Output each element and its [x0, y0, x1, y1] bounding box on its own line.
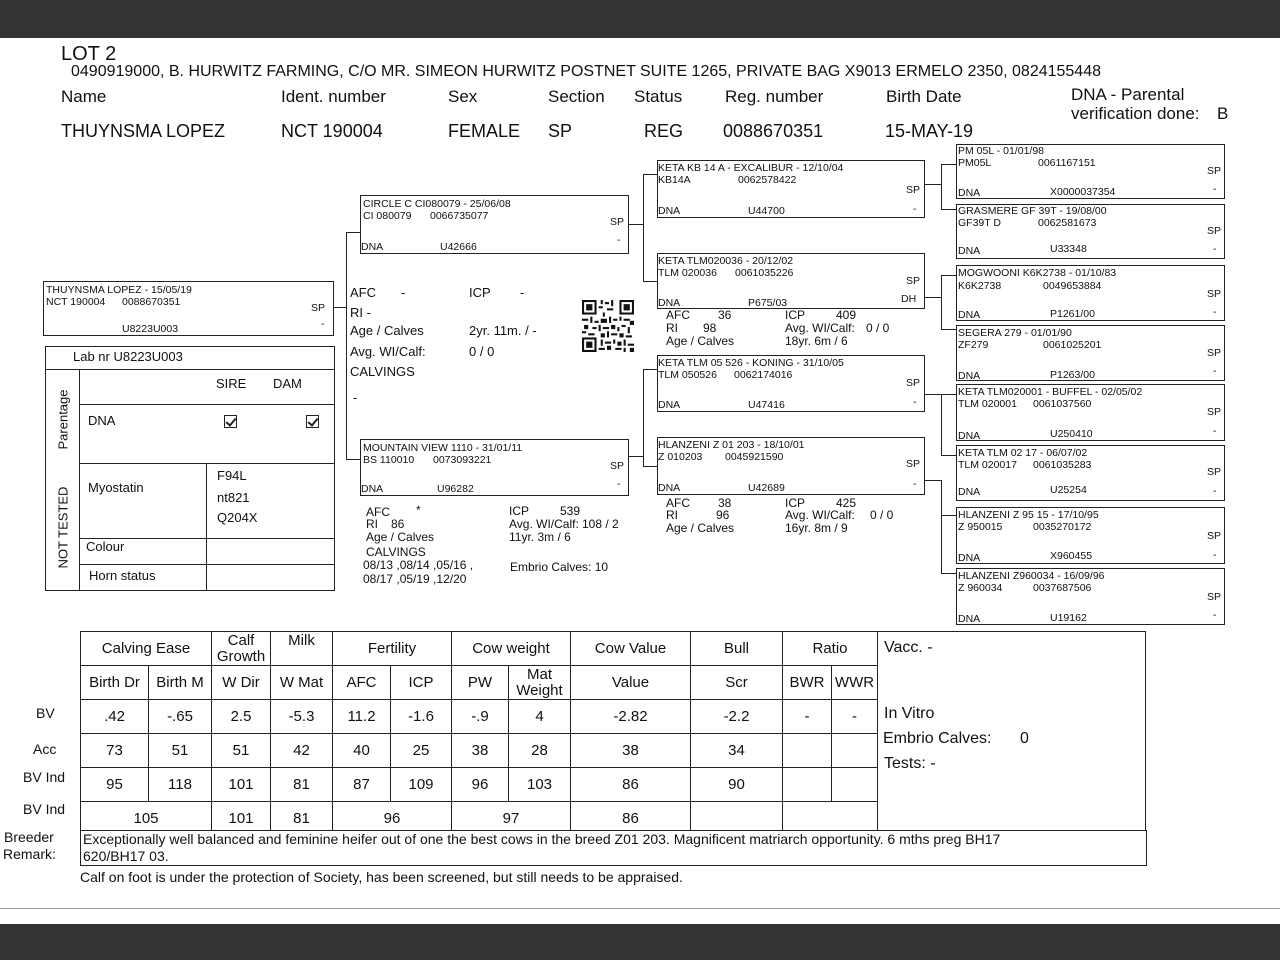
dam-ri-value: 86 [391, 517, 405, 531]
bv-cell: -2.2 [691, 700, 783, 734]
ind-cell [832, 768, 878, 802]
remark-label-1: Breeder [4, 829, 54, 845]
myostatin-label: Myostatin [88, 480, 144, 495]
gp-ident: Z 010203 [658, 451, 703, 463]
sire-dash: - [617, 234, 621, 246]
sub-bwr: BWR [783, 666, 832, 700]
dam-age-label: Age / Calves [366, 530, 435, 544]
acc-cell: 34 [691, 734, 783, 768]
ggp-dna-label: DNA [958, 552, 981, 564]
animal-dash: - [321, 318, 325, 330]
ggp-reg: 0037687506 [1033, 582, 1092, 594]
gp-dna: U42689 [748, 482, 785, 494]
bv-cell: 4 [509, 700, 571, 734]
ggp-dash: - [1213, 183, 1217, 195]
dam-avg-value: 108 / 2 [582, 517, 619, 531]
dam-ri-label: RI [366, 517, 378, 531]
animal-box [43, 281, 334, 336]
sub-wwr: WWR [832, 666, 878, 700]
gp-dna: U47416 [748, 399, 785, 411]
group-bull: Bull [691, 632, 783, 666]
gpd2-avg-label: Avg. WI/Calf: [785, 508, 855, 522]
gpd1-avg-value: 0 / 0 [866, 321, 890, 335]
dam-box [360, 439, 629, 496]
ggp-section: SP [1207, 288, 1222, 300]
ggp-dash: - [1213, 243, 1217, 255]
gp-dash: - [913, 396, 917, 408]
animal-icp-label: ICP [469, 285, 491, 300]
sub-w-mat: W Mat [271, 666, 333, 700]
ggp-section: SP [1207, 530, 1222, 542]
section-value: SP [548, 121, 573, 141]
dam-age-value: 11yr. 3m / 6 [509, 530, 571, 544]
great-grandparent-box [956, 265, 1225, 321]
ind-combined-cell: 101 [212, 802, 271, 836]
grandparent-box [657, 437, 925, 495]
ind-combined-cell: 81 [271, 802, 333, 836]
ggp-dash: - [1213, 609, 1217, 621]
remark-text-1: Exceptionally well balanced and feminine heifer out of one the best cows in the breed Z01 203. Magnificent matriarch opportunity. 6 mths preg BH17 [83, 831, 1001, 847]
sub-afc: AFC [333, 666, 391, 700]
sire-dna: U42666 [440, 241, 477, 253]
dam-reg: 0073093221 [433, 454, 492, 466]
ggp-reg: 0035270172 [1033, 521, 1092, 533]
ind-cell: 86 [571, 768, 691, 802]
ggp-dash: - [1213, 425, 1217, 437]
dam-icp-label: ICP [509, 504, 530, 518]
dam-embrio-calves: Embrio Calves: 10 [510, 560, 609, 574]
bv-cell: -.9 [452, 700, 509, 734]
ggp-ident: ZF279 [958, 339, 989, 351]
colour-label: Colour [86, 539, 125, 554]
bottom-bar [0, 924, 1280, 960]
acc-cell: 38 [452, 734, 509, 768]
group-cow-weight: Cow weight [452, 632, 571, 666]
gpd2-avg-value: 0 / 0 [870, 508, 894, 522]
bv-cell: - [832, 700, 878, 734]
ident-value: NCT 190004 [281, 121, 383, 141]
sub-mat-weight: Mat Weight [509, 666, 571, 700]
vaccination-text: Vacc. - [884, 639, 933, 656]
gp-title: HLANZENI Z 01 203 - 18/10/01 [658, 439, 805, 451]
dam-avg-label: Avg. WI/Calf: [509, 517, 579, 531]
animal-title: THUYNSMA LOPEZ - 15/05/19 [46, 284, 192, 296]
gp-section: SP [906, 275, 921, 287]
dam-ident: BS 110010 [363, 454, 415, 466]
sex-value: FEMALE [448, 121, 521, 141]
animal-age-value: 2yr. 11m. / - [469, 323, 537, 338]
acc-cell: 51 [212, 734, 271, 768]
great-grandparent-box [956, 568, 1225, 625]
ind-cell: 96 [452, 768, 509, 802]
owner-line: 0490919000, B. HURWITZ FARMING, C/O MR. SIMEON HURWITZ POSTNET SUITE 1265, PRIVATE BAG X9013 ERMELO 2350, 0824155448 [71, 63, 1101, 80]
gp-section: SP [906, 458, 921, 470]
sub-pw: PW [452, 666, 509, 700]
gp-reg: 0061035226 [735, 267, 794, 279]
bv-cell: -2.82 [571, 700, 691, 734]
sire-box [360, 195, 629, 254]
gpd1-ri-label: RI [666, 321, 678, 335]
animal-icp-value: - [520, 285, 525, 300]
great-grandparent-box [956, 204, 1225, 259]
ggp-dna: U250410 [1050, 428, 1093, 440]
myostatin-f94l: F94L [217, 468, 247, 483]
dam-calvings-label: CALVINGS [366, 545, 426, 559]
gpd2-ri-value: 96 [716, 508, 730, 522]
animal-reg: 0088670351 [122, 296, 181, 308]
acc-cell: 28 [509, 734, 571, 768]
not-tested-label: NOT TESTED [55, 486, 71, 569]
gp-title: KETA TLM 05 526 - KONING - 31/10/05 [658, 357, 844, 369]
sub-birth-m: Birth M [149, 666, 212, 700]
grandparent-box [657, 160, 925, 218]
animal-dna: U8223U003 [122, 323, 179, 335]
dam-dash: - [617, 478, 621, 490]
ggp-dna: U19162 [1050, 612, 1087, 624]
embrio-calves-value: 0 [1020, 730, 1029, 747]
gp-reg: 0062578422 [738, 174, 797, 186]
ind-combined-cell: 86 [571, 802, 691, 836]
sire-section: SP [610, 216, 625, 228]
sub-icp: ICP [391, 666, 452, 700]
lab-number: Lab nr U8223U003 [73, 349, 183, 364]
animal-ident: NCT 190004 [46, 296, 106, 308]
bv-cell: 11.2 [333, 700, 391, 734]
gpd2-age-value: 16yr. 8m / 9 [785, 521, 848, 535]
gp-dash: - [913, 203, 917, 215]
ggp-ident: GF39T D [958, 217, 1001, 229]
row-label-bv-ind-combined: BV Ind [23, 801, 66, 817]
ggp-reg: 0049653884 [1043, 280, 1102, 292]
gpd2-icp-label: ICP [785, 496, 806, 510]
ind-cell: 118 [149, 768, 212, 802]
breeder-remark-box [80, 830, 1147, 866]
footer-note: Calf on foot is under the protection of Society, has been screened, but still needs to be appraised. [80, 869, 683, 885]
ind-combined-cell: 96 [333, 802, 452, 836]
acc-cell: 73 [81, 734, 149, 768]
ggp-ident: TLM 020017 [958, 459, 1017, 471]
acc-cell: 51 [149, 734, 212, 768]
myostatin-nt821: nt821 [217, 490, 250, 505]
great-grandparent-box [956, 144, 1225, 199]
sire-dna-label: DNA [361, 241, 384, 253]
ggp-section: SP [1207, 591, 1222, 603]
animal-section: SP [311, 302, 326, 314]
great-grandparent-box [956, 325, 1225, 381]
bottom-rule [0, 908, 1280, 909]
ggp-dna-label: DNA [958, 245, 981, 257]
animal-afc-label: AFC [350, 285, 376, 300]
ggp-dna-label: DNA [958, 187, 981, 199]
ind-cell: 81 [271, 768, 333, 802]
sub-w-dir: W Dir [212, 666, 271, 700]
dam-calvings-1: 08/13 ,08/14 ,05/16 , [363, 558, 474, 572]
group-calf-growth: Calf Growth [212, 632, 271, 666]
gpd2-afc-label: AFC [666, 496, 690, 510]
horn-label: Horn status [89, 568, 156, 583]
dam-section: SP [610, 460, 625, 472]
animal-age-label: Age / Calves [350, 323, 424, 338]
bv-cell: -.65 [149, 700, 212, 734]
ind-cell: 87 [333, 768, 391, 802]
name-value: THUYNSMA LOPEZ [61, 121, 226, 141]
animal-ri: RI - [350, 305, 371, 320]
grandparent-box [657, 355, 925, 412]
sire-ident: CI 080079 [363, 210, 412, 222]
bv-cell: -1.6 [391, 700, 452, 734]
dam-dna: U96282 [437, 483, 474, 495]
ggp-dna: U33348 [1050, 243, 1087, 255]
sire-reg: 0066735077 [430, 210, 489, 222]
dam-calvings-2: 08/17 ,05/19 ,12/20 [363, 572, 467, 586]
group-cow-value: Cow Value [571, 632, 691, 666]
animal-calvings-label: CALVINGS [350, 364, 415, 379]
gp-reg: 0045921590 [725, 451, 784, 463]
name-label: Name [61, 87, 107, 106]
ggp-title: HLANZENI Z 95 15 - 17/10/95 [958, 509, 1099, 521]
ggp-section: SP [1207, 347, 1222, 359]
ggp-dna-label: DNA [958, 309, 981, 321]
gpd1-age-label: Age / Calves [666, 334, 735, 348]
ggp-section: SP [1207, 406, 1222, 418]
gpd1-avg-label: Avg. WI/Calf: [785, 321, 855, 335]
ggp-dna-label: DNA [958, 613, 981, 625]
gpd1-age-value: 18yr. 6m / 6 [785, 334, 848, 348]
ggp-dash: - [1213, 549, 1217, 561]
gp-dna: P675/03 [748, 297, 788, 309]
ind-combined-cell: 97 [452, 802, 571, 836]
group-ratio: Ratio [783, 632, 878, 666]
remark-text-2: 620/BH17 03. [83, 848, 169, 864]
gpd1-icp-value: 409 [836, 308, 857, 322]
tests-label: Tests: - [884, 755, 936, 772]
dam-icp-value: 539 [560, 504, 581, 518]
ind-cell: 90 [691, 768, 783, 802]
great-grandparent-box [956, 445, 1225, 501]
ggp-dna: P1261/00 [1050, 308, 1095, 320]
gp-dna-label: DNA [658, 399, 681, 411]
gpd1-afc-value: 36 [718, 308, 732, 322]
dna-row-label: DNA [88, 413, 116, 428]
ggp-title: KETA TLM020001 - BUFFEL - 02/05/02 [958, 386, 1143, 398]
great-grandparent-box [956, 507, 1225, 564]
gp-reg: 0062174016 [734, 369, 793, 381]
gp-dash: - [913, 478, 917, 490]
remark-label-2: Remark: [3, 846, 56, 862]
gp-dna-label: DNA [658, 297, 681, 309]
qr-code-icon [582, 300, 634, 352]
acc-cell: 42 [271, 734, 333, 768]
acc-cell: 40 [333, 734, 391, 768]
acc-cell [832, 734, 878, 768]
myostatin-q204x: Q204X [217, 510, 258, 525]
sire-title: CIRCLE C CI080079 - 25/06/08 [363, 198, 511, 210]
ind-combined-cell: 105 [81, 802, 212, 836]
bv-cell: - [783, 700, 832, 734]
bv-cell: .42 [81, 700, 149, 734]
gp-dh: DH [901, 293, 917, 305]
great-grandparent-box [956, 384, 1225, 441]
reg-value: 0088670351 [723, 121, 824, 141]
ggp-ident: Z 950015 [958, 521, 1003, 533]
gpd2-ri-label: RI [666, 508, 678, 522]
lot-number: LOT 2 [61, 43, 117, 65]
status-value: REG [644, 121, 684, 141]
gpd2-age-label: Age / Calves [666, 521, 735, 535]
gp-dna-label: DNA [658, 482, 681, 494]
ggp-dash: - [1213, 485, 1217, 497]
sub-value: Value [571, 666, 691, 700]
gp-ident: TLM 050526 [658, 369, 717, 381]
dna-label-2: verification done: [1071, 104, 1200, 123]
animal-calvings-value: - [353, 390, 358, 405]
parentage-label: Parentage [55, 389, 71, 450]
dam-title: MOUNTAIN VIEW 1110 - 31/01/11 [363, 442, 523, 454]
animal-afc-value: - [401, 285, 406, 300]
gp-section: SP [906, 377, 921, 389]
row-label-bv-ind: BV Ind [23, 769, 66, 785]
ggp-reg: 0061167151 [1038, 157, 1096, 169]
ggp-title: HLANZENI Z960034 - 16/09/96 [958, 570, 1105, 582]
embrio-calves-label: Embrio Calves: [883, 730, 992, 747]
ggp-title: GRASMERE GF 39T - 19/08/00 [958, 205, 1107, 217]
animal-avg-value: 0 / 0 [469, 344, 495, 359]
ggp-ident: K6K2738 [958, 280, 1002, 292]
dam-afc-value: * [416, 503, 421, 517]
birth-value: 15-MAY-19 [885, 121, 974, 141]
gpd1-afc-label: AFC [666, 308, 690, 322]
ggp-dna-label: DNA [958, 370, 981, 382]
ggp-dash: - [1213, 306, 1217, 318]
reg-label: Reg. number [725, 87, 824, 106]
ggp-section: SP [1207, 466, 1222, 478]
gp-ident: TLM 020036 [658, 267, 717, 279]
ggp-title: MOGWOONI K6K2738 - 01/10/83 [958, 267, 1117, 279]
ggp-dna: X960455 [1050, 550, 1093, 562]
sub-scr: Scr [691, 666, 783, 700]
group-fertility: Fertility [333, 632, 452, 666]
lab-box [45, 346, 335, 591]
bv-cell: -5.3 [271, 700, 333, 734]
acc-cell [783, 734, 832, 768]
top-bar [0, 0, 1280, 38]
acc-cell: 38 [571, 734, 691, 768]
gp-title: KETA TLM020036 - 20/12/02 [658, 255, 794, 267]
dam-afc-label: AFC [366, 505, 390, 519]
ggp-dna: P1263/00 [1050, 369, 1095, 381]
gp-ident: KB14A [658, 174, 691, 186]
ggp-ident: PM05L [958, 157, 992, 169]
ind-cell: 95 [81, 768, 149, 802]
ggp-ident: Z 960034 [958, 582, 1003, 594]
gpd1-ri-value: 98 [703, 321, 717, 335]
bv-cell: 2.5 [212, 700, 271, 734]
ggp-section: SP [1207, 165, 1222, 177]
ggp-dna-label: DNA [958, 486, 981, 498]
ggp-reg: 0061025201 [1043, 339, 1102, 351]
status-label: Status [634, 87, 683, 106]
breeding-values-table [80, 631, 1146, 836]
ident-label: Ident. number [281, 87, 386, 106]
row-label-bv: BV [36, 705, 55, 721]
ggp-reg: 0061035283 [1033, 459, 1092, 471]
group-calving-ease: Calving Ease [81, 632, 212, 666]
dna-label: DNA - Parental [1071, 85, 1185, 104]
ind-cell: 103 [509, 768, 571, 802]
gp-section: SP [906, 184, 921, 196]
ggp-reg: 0061037560 [1033, 398, 1092, 410]
sex-label: Sex [448, 87, 478, 106]
vaccination-panel [878, 632, 1146, 836]
gp-title: KETA KB 14 A - EXCALIBUR - 12/10/04 [658, 162, 844, 174]
dam-dna-checkbox [306, 415, 319, 428]
ind-cell: 101 [212, 768, 271, 802]
section-label: Section [548, 87, 605, 106]
animal-avg-label: Avg. WI/Calf: [350, 344, 426, 359]
in-vitro-label: In Vitro [884, 705, 935, 722]
ind-cell: 109 [391, 768, 452, 802]
ggp-ident: TLM 020001 [958, 398, 1017, 410]
gpd2-afc-value: 38 [718, 496, 732, 510]
gp-dna: U44700 [748, 205, 785, 217]
ggp-dna: U25254 [1050, 484, 1087, 496]
sire-dna-checkbox [224, 415, 237, 428]
ggp-title: PM 05L - 01/01/98 [958, 145, 1044, 157]
ggp-dash: - [1213, 365, 1217, 377]
ind-cell [783, 768, 832, 802]
dna-value: B [1217, 104, 1229, 123]
dam-dna-label: DNA [361, 483, 384, 495]
ggp-dna: X0000037354 [1050, 186, 1116, 198]
gpd2-icp-value: 425 [836, 496, 857, 510]
group-milk: Milk [271, 632, 333, 666]
ggp-title: KETA TLM 02 17 - 06/07/02 [958, 447, 1088, 459]
ggp-reg: 0062581673 [1038, 217, 1097, 229]
sire-header: SIRE [216, 376, 247, 391]
birth-label: Birth Date [886, 87, 962, 106]
ggp-section: SP [1207, 225, 1222, 237]
row-label-acc: Acc [33, 741, 57, 757]
gpd1-icp-label: ICP [785, 308, 806, 322]
gp-dna-label: DNA [658, 205, 681, 217]
dam-header: DAM [273, 376, 302, 391]
ggp-title: SEGERA 279 - 01/01/90 [958, 327, 1072, 339]
ggp-dna-label: DNA [958, 430, 981, 442]
acc-cell: 25 [391, 734, 452, 768]
grandparent-box [657, 253, 925, 309]
sub-birth-dr: Birth Dr [81, 666, 149, 700]
